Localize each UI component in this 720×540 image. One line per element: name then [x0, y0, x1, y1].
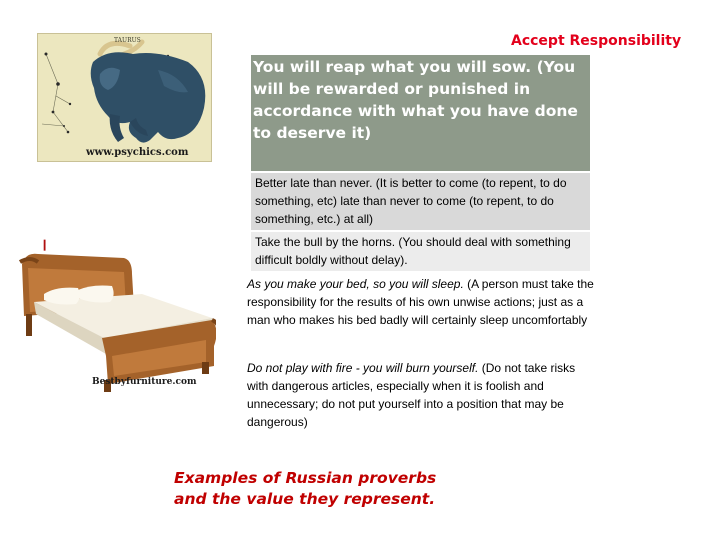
slide-subtitle [174, 468, 436, 510]
sleigh-bed-illustration [16, 234, 216, 399]
table-header: You will reap what you will sow. (You will be rewarded or punished in accordance with what you have done to deserve it) [251, 55, 590, 171]
proverb-paragraph [247, 275, 597, 329]
proverb-meaning: (Do not take risks with dangerous articles, especially when it is foolish and unnecessary; do not put yourself into a position that may be dangerous) [247, 361, 576, 429]
proverb-paragraph [247, 359, 597, 431]
bullet-arrow-icon: ❙ [40, 239, 50, 251]
bed-image [16, 234, 216, 399]
proverb-table [251, 55, 590, 271]
table-row: Take the bull by the horns. (You should deal with something difficult boldly without delay). [251, 230, 590, 271]
taurus-image [37, 33, 212, 162]
subtitle-line: Examples of Russian proverbs [174, 469, 437, 487]
proverb-text: Do not play with fire - you will burn yourself. [247, 361, 479, 375]
slide-title: Accept Responsibility [511, 33, 682, 49]
subtitle-line: and the value they represent. [174, 490, 436, 508]
proverb-meaning: (A person must take the responsibility for the results of his own unwise actions; just as a man who makes his bed badly will certainly sleep uncomfortably [247, 277, 594, 327]
svg-text:TAURUS: TAURUS [114, 37, 141, 44]
image-credit: Bestbyfurniture.com [92, 377, 197, 387]
taurus-bull-illustration [38, 34, 211, 161]
table-row: Better late than never. (It is better to come (to repent, to do something, etc) late than never to come (to repent, to do something, etc.) at all) [251, 171, 590, 230]
proverb-text: As you make your bed, so you will sleep. [247, 277, 464, 291]
image-credit: www.psychics.com [86, 147, 189, 158]
